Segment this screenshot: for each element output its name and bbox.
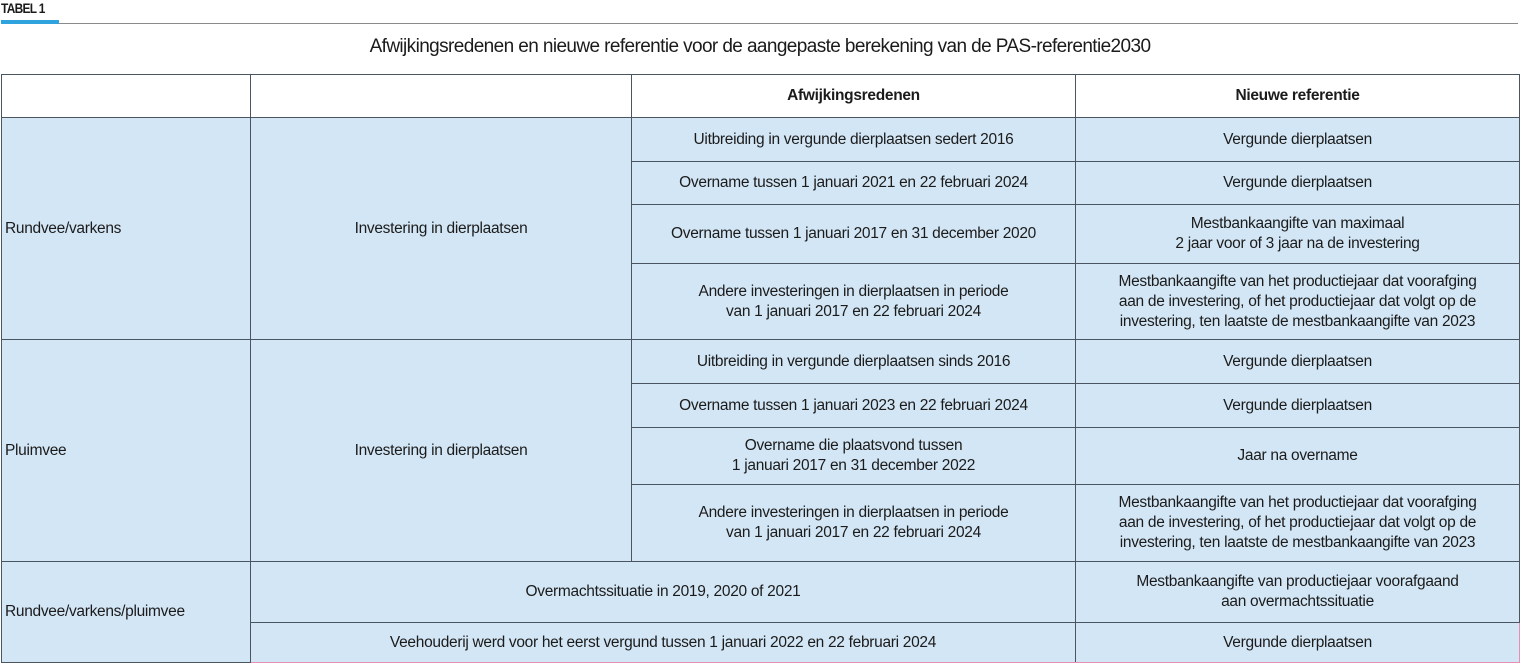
reference-cell: Mestbankaangifte van het productiejaar dat voorafging aan de investering, of het productiejaar dat volgt op de investering, ten laatste de mestbankaangifte van 2023 [1076, 485, 1520, 562]
header-reasons: Afwijkingsredenen [632, 75, 1076, 118]
sector-cell: Pluimvee [2, 340, 251, 562]
sector-cell: Rundvee/varkens/pluimvee [2, 562, 251, 663]
reason-cell: Veehouderij werd voor het eerst vergund tussen 1 januari 2022 en 22 februari 2024 [251, 623, 1076, 663]
reference-cell: Mestbankaangifte van productiejaar voorafgaand aan overmachtssituatie [1076, 562, 1520, 623]
reason-cell: Overname tussen 1 januari 2017 en 31 december 2020 [632, 205, 1076, 264]
reason-cell: Overmachtssituatie in 2019, 2020 of 2021 [251, 562, 1076, 623]
table-row [2, 340, 1520, 384]
accent-bar [1, 20, 59, 24]
reference-cell: Mestbankaangifte van maximaal 2 jaar voor of 3 jaar na de investering [1076, 205, 1520, 264]
sector-cell: Rundvee/varkens [2, 118, 251, 340]
table-header-row [2, 75, 1520, 118]
reason-cell: Overname tussen 1 januari 2021 en 22 februari 2024 [632, 162, 1076, 205]
category-cell: Investering in dierplaatsen [251, 340, 632, 562]
category-cell: Investering in dierplaatsen [251, 118, 632, 340]
reference-cell: Vergunde dierplaatsen [1076, 162, 1520, 205]
table-title: Afwijkingsredenen en nieuwe referentie voor de aangepaste berekening van de PAS-referentie2030 [369, 36, 1151, 57]
table-label: TABEL 1 [1, 0, 45, 16]
table-row [2, 118, 1520, 162]
reason-cell: Andere investeringen in dierplaatsen in periode van 1 januari 2017 en 22 februari 2024 [632, 485, 1076, 562]
reason-cell: Uitbreiding in vergunde dierplaatsen sinds 2016 [632, 340, 1076, 384]
reference-cell: Mestbankaangifte van het productiejaar dat voorafging aan de investering, of het productiejaar dat volgt op de investering, ten laatste de mestbankaangifte van 2023 [1076, 264, 1520, 340]
reference-cell: Vergunde dierplaatsen [1076, 340, 1520, 384]
reference-cell: Vergunde dierplaatsen [1076, 384, 1520, 428]
reason-cell: Uitbreiding in vergunde dierplaatsen sedert 2016 [632, 118, 1076, 162]
header-new-reference: Nieuwe referentie [1076, 75, 1520, 118]
reason-cell: Overname tussen 1 januari 2023 en 22 februari 2024 [632, 384, 1076, 428]
reference-cell: Vergunde dierplaatsen [1076, 118, 1520, 162]
table-row [2, 562, 1520, 623]
header-rule [59, 23, 1518, 24]
reason-cell: Overname die plaatsvond tussen 1 januari 2017 en 31 december 2022 [632, 428, 1076, 485]
reason-cell: Andere investeringen in dierplaatsen in periode van 1 januari 2017 en 22 februari 2024 [632, 264, 1076, 340]
reference-cell: Jaar na overname [1076, 428, 1520, 485]
header-category [251, 75, 632, 118]
header-sector [2, 75, 251, 118]
reference-table [1, 74, 1520, 663]
reference-cell: Vergunde dierplaatsen [1076, 623, 1520, 663]
